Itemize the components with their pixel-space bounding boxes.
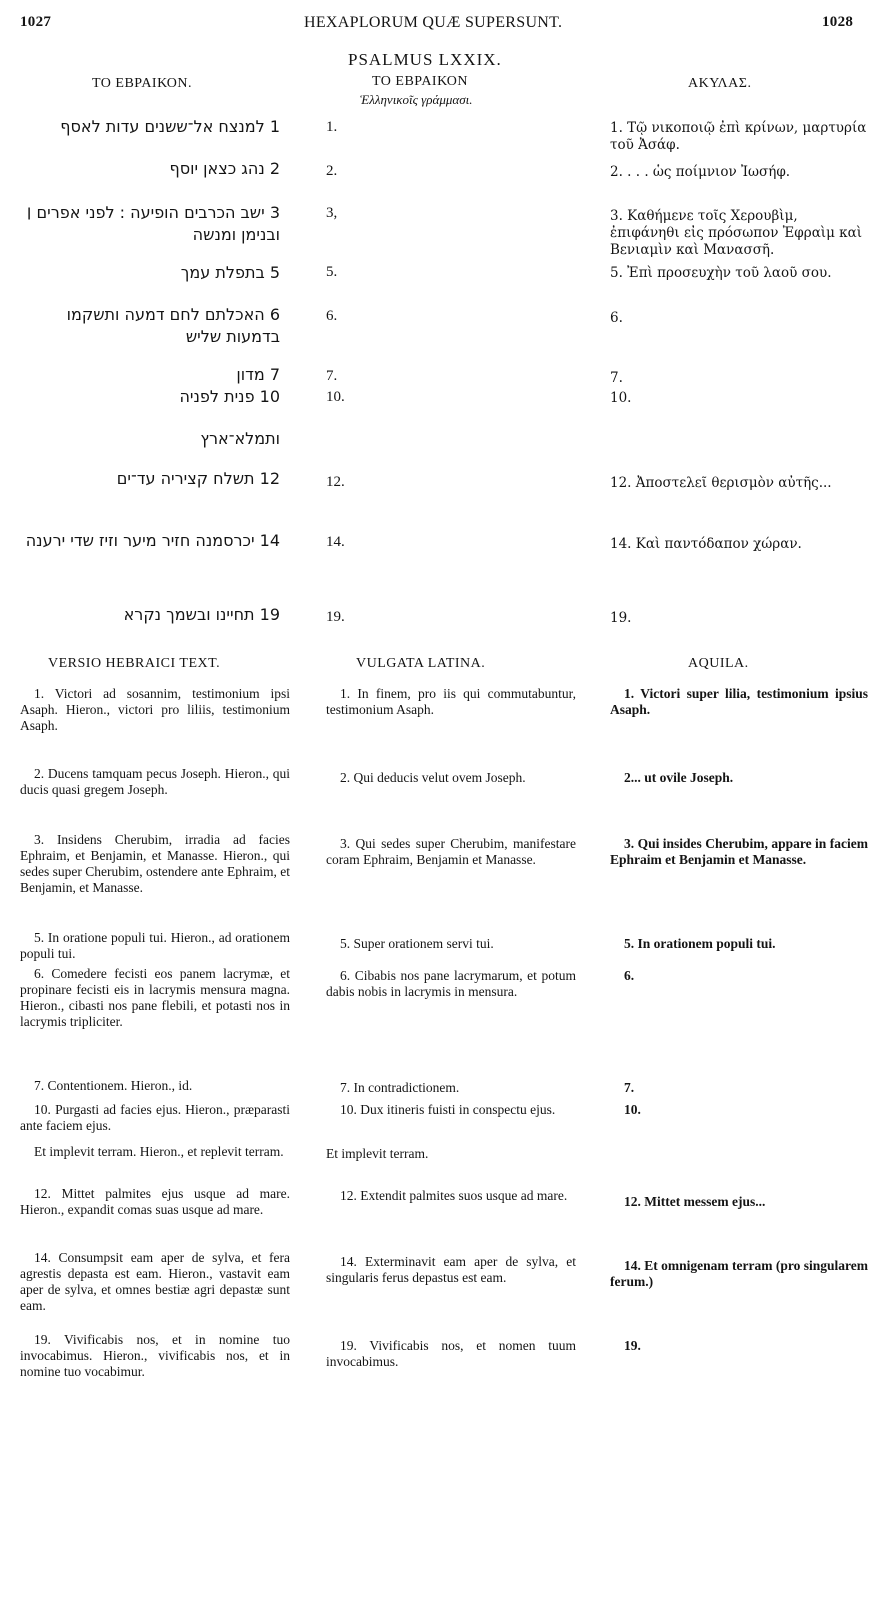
verse-number: 7. [326,368,338,384]
aquila-greek-verse: 14. Καὶ παντόδαπον χώραν. [610,536,802,552]
header-transliterated-sub: Ἑλληνικοῖς γράμμασι. [360,92,473,107]
vulgata-verse: 5. Super orationem servi tui. [340,936,494,951]
header-aquila-greek: ΑΚΥΛΑΣ. [688,76,752,91]
header-vulgata: VULGATA LATINA. [356,656,486,671]
aquila-greek-verse: 12. Ἀποστελεῖ θερισμὸν αὐτῆς... [610,475,832,491]
aquila-latin-verse: 3. Qui insides Cherubim, appare in faciem Ephraim et Benjamin et Manasse. [610,836,868,867]
header-hebrew: ΤΟ ΕΒΡΑΙΚΟΝ. [92,76,192,91]
aquila-greek-verse: 3. Καθήμενε τοῖς Χερουβὶμ, ἐπιφάνηθι εἰς πρόσωπον Ἐφραὶμ καὶ Βενιαμὶν καὶ Μανασσῆ. [610,208,863,258]
verse-number: 19. [326,609,345,625]
aquila-latin-verse: 5. In orationem populi tui. [624,936,776,951]
verse-number: 2. [326,163,338,179]
aquila-latin-verse: 14. Et omnigenam terram (pro singularem ferum.) [610,1258,868,1289]
hebrew-verse: 12 תשלח קציריה עד־ים [116,469,280,488]
verse-number: 10. [326,389,345,405]
vulgata-verse: 7. In contradictionem. [340,1080,460,1095]
versio-verse: 3. Insidens Cherubim, irradia ad facies Ephraim, et Benjamin, et Manasse. Hieron., qui sedes super Cherubim, ostendere ante Ephraim, et Benjamin, et Manasse. [20,832,290,895]
verse-number: 5. [326,264,338,280]
vulgata-verse: 10. Dux itineris fuisti in conspectu ejus. [340,1102,556,1117]
vulgata-verse: 14. Exterminavit eam aper de sylva, et singularis ferus depastus est eam. [326,1254,576,1285]
versio-verse: Et implevit terram. Hieron., et replevit terram. [34,1144,284,1159]
versio-verse: 10. Purgasti ad facies ejus. Hieron., præparasti ante faciem ejus. [20,1102,290,1133]
hebrew-verse: 14 יכרסמנה חזיר מיער וזיז שדי ירענה [25,531,280,550]
versio-verse: 2. Ducens tamquam pecus Joseph. Hieron., qui ducis quasi gregem Joseph. [20,766,290,797]
hebrew-verse: 19 תחיינו ובשמך נקרא [123,605,280,624]
vulgata-verse: Et implevit terram. [326,1146,429,1161]
aquila-latin-verse: 6. [624,968,635,983]
header-versio: VERSIO HEBRAICI TEXT. [48,656,221,671]
page-number-right: 1028 [822,14,854,30]
vulgata-verse: 12. Extendit palmites suos usque ad mare. [340,1188,568,1203]
aquila-greek-verse: 1. Τῷ νικοποιῷ ἐπὶ κρίνων, μαρτυρία τοῦ Ἀσάφ. [610,120,867,153]
hebrew-verse: 10 פנית לפניה [179,387,280,406]
vulgata-verse: 2. Qui deducis velut ovem Joseph. [340,770,526,785]
running-title: HEXAPLORUM QUÆ SUPERSUNT. [304,14,563,31]
vulgata-verse: 3. Qui sedes super Cherubim, manifestare coram Ephraim, Benjamin et Manasse. [326,836,576,867]
versio-verse: 1. Victori ad sosannim, testimonium ipsi Asaph. Hieron., victori pro liliis, testimonium Asaph. [20,686,290,733]
hebrew-verse: ותמלא־ארץ [200,429,280,448]
versio-verse: 7. Contentionem. Hieron., id. [34,1078,193,1093]
header-transliterated: ΤΟ ΕΒΡΑΙΚΟΝ [372,74,468,89]
aquila-latin-verse: 12. Mittet messem ejus... [624,1194,766,1209]
header-aquila-latin: AQUILA. [688,656,749,671]
aquila-latin-verse: 2... ut ovile Joseph. [624,770,734,785]
aquila-latin-verse: 19. [624,1338,641,1353]
versio-verse: 19. Vivificabis nos, et in nomine tuo invocabimus. Hieron., vivificabis nos, et in nomine tuo vocabimur. [20,1332,290,1379]
versio-verse: 6. Comedere fecisti eos panem lacrymæ, et propinare fecisti eis in lacrymis mensura magna. Hieron., cibasti nos pane flebili, et potasti nos in lacrymis tripliciter. [20,966,290,1029]
aquila-latin-verse: 7. [624,1080,635,1095]
page-number-left: 1027 [20,14,52,30]
versio-verse: 5. In oratione populi tui. Hieron., ad orationem populi tui. [20,930,290,961]
vulgata-verse: 19. Vivificabis nos, et nomen tuum invocabimus. [326,1338,576,1369]
aquila-greek-verse: 7. [610,370,623,386]
aquila-greek-verse: 2. . . . ὡς ποίμνιον Ἰωσήφ. [610,164,791,180]
psalm-title: PSALMUS LXXIX. [348,50,502,69]
aquila-latin-verse: 1. Victori super lilia, testimonium ipsius Asaph. [610,686,868,717]
aquila-greek-verse: 19. [610,610,632,626]
verse-number: 6. [326,308,338,324]
aquila-greek-verse: 5. Ἐπὶ προσευχὴν τοῦ λαοῦ σου. [610,265,832,281]
vulgata-verse: 6. Cibabis nos pane lacrymarum, et potum dabis nobis in lacrymis in mensura. [326,968,576,999]
aquila-greek-verse: 10. [610,390,632,406]
vulgata-verse: 1. In finem, pro iis qui commutabuntur, testimonium Asaph. [326,686,576,717]
hebrew-verse: 5 בתפלת עמך [180,263,280,282]
aquila-greek-verse: 6. [610,310,623,326]
aquila-latin-verse: 10. [624,1102,641,1117]
hebrew-verse: 2 נהג כצאן יוסף [169,159,280,178]
verse-number: 3, [326,205,338,221]
hebrew-verse: 3 ישב הכרבים הופיעה : לפני אפרים ׀ ובנימן ומנשה [26,203,280,244]
verse-number: 12. [326,474,345,490]
versio-verse: 12. Mittet palmites ejus usque ad mare. Hieron., expandit comas suas usque ad mare. [20,1186,290,1217]
hebrew-verse: 1 למנצח אל־ששנים עדות לאסף [60,117,280,136]
verse-number: 14. [326,534,345,550]
hebrew-verse: 6 האכלתם לחם דמעה ותשקמו בדמעות שליש [66,305,280,346]
verse-number: 1. [326,119,338,135]
hebrew-verse: 7 מדון [236,365,280,384]
versio-verse: 14. Consumpsit eam aper de sylva, et fera agrestis depasta est eam. Hieron., vastavit eam aper de sylva, et omnes bestiæ agri depastæ sunt eam. [20,1250,290,1313]
